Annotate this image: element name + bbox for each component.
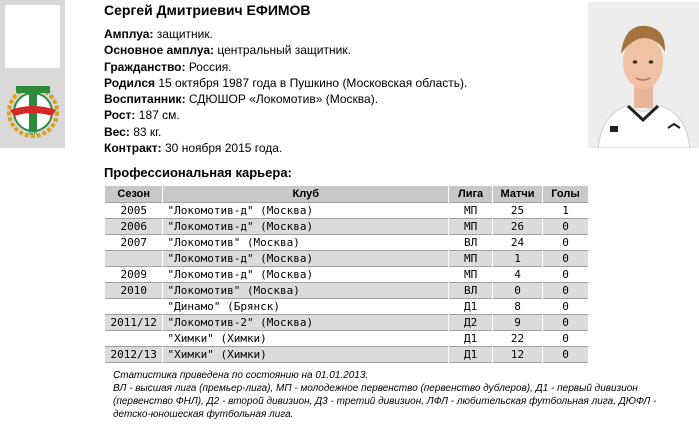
col-header-club: Клуб <box>163 186 449 203</box>
cell-matches: 12 <box>493 347 543 363</box>
bio-citizenship: Гражданство: Россия. <box>104 59 232 74</box>
cell-goals: 0 <box>543 283 589 299</box>
cell-season: 2006 <box>105 219 163 235</box>
player-name: Сергей Дмитриевич ЕФИМОВ <box>104 2 311 18</box>
table-row <box>105 235 589 251</box>
col-header-matches: Матчи <box>493 186 543 203</box>
player-bio <box>104 26 467 156</box>
cell-matches: 4 <box>493 267 543 283</box>
cell-matches: 9 <box>493 315 543 331</box>
cell-league: МП <box>449 251 493 267</box>
cell-league: ВЛ <box>449 283 493 299</box>
cell-league: Д1 <box>449 299 493 315</box>
cell-league: МП <box>449 267 493 283</box>
col-header-league: Лига <box>449 186 493 203</box>
cell-club: "Локомотив-2" (Москва) <box>163 315 449 331</box>
svg-text:ФК: ФК <box>28 130 38 137</box>
table-row <box>105 283 589 299</box>
cell-matches: 0 <box>493 283 543 299</box>
cell-matches: 24 <box>493 235 543 251</box>
cell-league: МП <box>449 203 493 219</box>
cell-club: "Локомотив" (Москва) <box>163 283 449 299</box>
bio-weight: Вес: 83 кг. <box>104 124 162 139</box>
table-row <box>105 331 589 347</box>
career-table <box>105 186 589 363</box>
cell-season: 2012/13 <box>105 347 163 363</box>
cell-goals: 0 <box>543 251 589 267</box>
cell-goals: 0 <box>543 347 589 363</box>
bio-main-position: Основное амплуа: центральный защитник. <box>104 43 351 58</box>
cell-goals: 0 <box>543 315 589 331</box>
stats-date-note: Статистика приведена по состоянию на 01.01.2013. <box>113 370 369 381</box>
career-header-row <box>105 186 589 203</box>
bio-position: Амплуа: защитник. <box>104 27 213 41</box>
stats-footnote <box>113 369 693 421</box>
cell-season <box>105 331 163 347</box>
cell-matches: 8 <box>493 299 543 315</box>
cell-season: 2010 <box>105 283 163 299</box>
cell-season <box>105 251 163 267</box>
cell-club: "Локомотив-д" (Москва) <box>163 219 449 235</box>
cell-matches: 1 <box>493 251 543 267</box>
cell-club: "Химки" (Химки) <box>163 347 449 363</box>
cell-league: МП <box>449 219 493 235</box>
cell-league: Д1 <box>449 347 493 363</box>
cell-season: 2011/12 <box>105 315 163 331</box>
table-row <box>105 267 589 283</box>
col-header-goals: Голы <box>543 186 589 203</box>
table-row <box>105 315 589 331</box>
bio-born: Родился 15 октября 1987 года в Пушкино (Московская область). <box>104 75 468 90</box>
cell-league: Д2 <box>449 315 493 331</box>
cell-league: ВЛ <box>449 235 493 251</box>
cell-club: "Локомотив-д" (Москва) <box>163 251 449 267</box>
cell-goals: 0 <box>543 299 589 315</box>
table-row <box>105 347 589 363</box>
table-row <box>105 203 589 219</box>
table-row <box>105 251 589 267</box>
cell-league: Д1 <box>449 331 493 347</box>
cell-season: 2007 <box>105 235 163 251</box>
col-header-season: Сезон <box>105 186 163 203</box>
cell-club: "Химки" (Химки) <box>163 331 449 347</box>
bio-height: Рост: 187 см. <box>104 108 180 123</box>
cell-goals: 0 <box>543 219 589 235</box>
cell-goals: 1 <box>543 203 589 219</box>
cell-season: 2009 <box>105 267 163 283</box>
player-photo <box>588 2 699 148</box>
cell-matches: 26 <box>493 219 543 235</box>
league-abbreviations-note: ВЛ - высшая лига (премьер-лига), МП - молодежное первенство (первенство дублеров), Д1 - первый дивизион (первенство ФНЛ), Д2 - второй дивизион, Д3 - третий дивизион, ЛФЛ - любительская футбольная лига, ДЮФЛ - детско-юношеская футбольная лига. <box>113 383 657 420</box>
cell-season <box>105 299 163 315</box>
table-row <box>105 299 589 315</box>
cell-club: "Локомотив-д" (Москва) <box>163 267 449 283</box>
cell-club: "Динамо" (Брянск) <box>163 299 449 315</box>
table-row <box>105 219 589 235</box>
cell-club: "Локомотив-д" (Москва) <box>163 203 449 219</box>
torpedo-club-logo-icon <box>6 80 60 140</box>
career-title: Профессиональная карьера: <box>104 165 292 180</box>
cell-club: "Локомотив" (Москва) <box>163 235 449 251</box>
bio-contract: Контракт: 30 ноября 2015 года. <box>104 141 283 156</box>
bio-youth-school: Воспитанник: СДЮШОР «Локомотив» (Москва). <box>104 92 379 107</box>
cell-matches: 25 <box>493 203 543 219</box>
cell-matches: 22 <box>493 331 543 347</box>
cell-goals: 0 <box>543 267 589 283</box>
cell-goals: 0 <box>543 235 589 251</box>
cell-season: 2005 <box>105 203 163 219</box>
blank-placeholder <box>5 5 60 68</box>
cell-goals: 0 <box>543 331 589 347</box>
